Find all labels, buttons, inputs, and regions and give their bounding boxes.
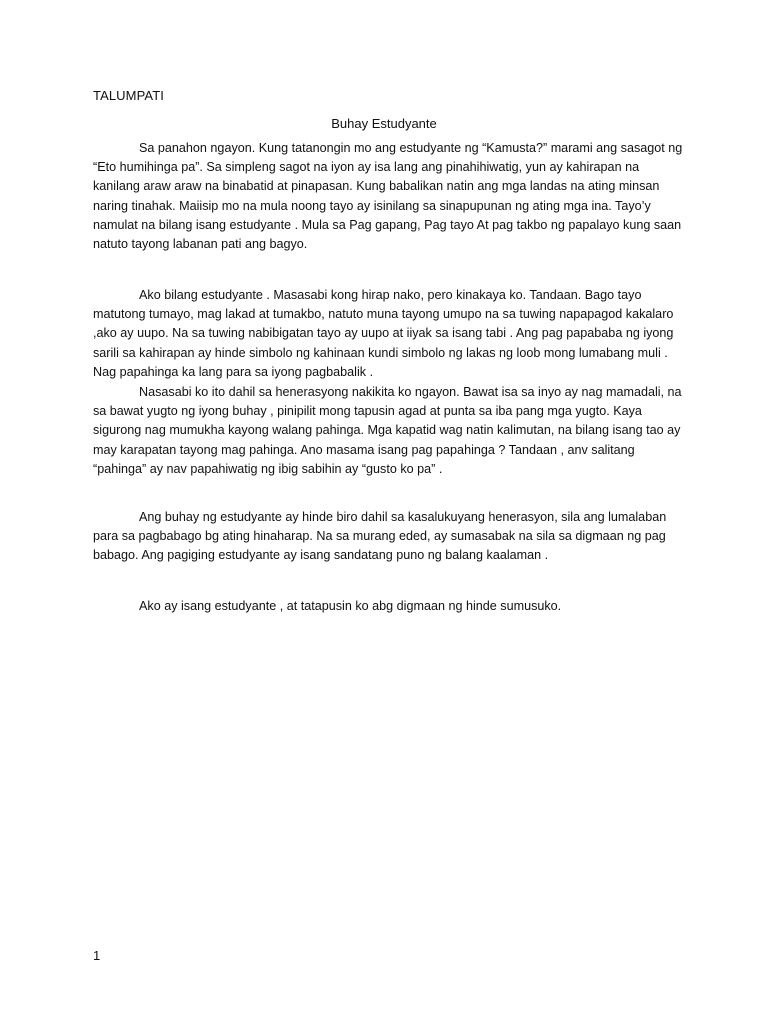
document-heading: TALUMPATI — [93, 88, 164, 103]
paragraph-5: Ako ay isang estudyante , at tatapusin ko abg digmaan ng hinde sumusuko. — [139, 599, 562, 613]
page-number: 1 — [93, 948, 101, 963]
paragraph-4: Ang buhay ng estudyante ay hinde biro dahil sa kasalukuyang henerasyon, sila ang lumalaban para sa pagbabago bg ating hinaharap. Na sa murang eded, ay sumasabak na sila sa digmaan ng pag babago. Ang pagiging estudyante ay isang sandatang puno ng balang kaalaman . — [93, 510, 667, 563]
paragraph-3: Nasasabi ko ito dahil sa henerasyong nakikita ko ngayon. Bawat isa sa inyo ay nag mamadali, na sa bawat yugto ng iyong buhay , pinipilit mong tapusin agad at punta sa iba pang mga yugto. Kaya sigurong nag mumukha kayong walang pahinga. Mga kapatid wag natin kalimutan, na bilang isang tao ay may karapatan tayong mag pahinga. Ano masama isang pag papahinga ? Tandaan , anv salitang “pahinga” ay nav papahiwatig ng ibig sabihin ay “gusto ko pa” . — [93, 385, 682, 476]
document-title: Buhay Estudyante — [331, 116, 437, 131]
paragraph-1: Sa panahon ngayon. Kung tatanongin mo ang estudyante ng “Kamusta?” marami ang sasagot ng “Eto humihinga pa”. Sa simpleng sagot na iyon ay isa lang ang pinahihiwatig, yun ay kahirapan na kanilang araw araw na binabatid at pinapasan. Kung babalikan natin ang mga landas na ating minsan naring tinahak. Maiisip mo na mula noong tayo ay isinilang sa sinapupunan ng ating mga ina. Tayo’y namulat na bilang isang estudyante . Mula sa Pag gapang, Pag tayo At pag takbo ng papalayo kung saan natuto tayong labanan pati ang bagyo. — [93, 141, 683, 252]
paragraph-2: Ako bilang estudyante . Masasabi kong hirap nako, pero kinakaya ko. Tandaan. Bago tayo matutong tumayo, mag lakad at tumakbo, natuto muna tayong umupo na sa tuwing napapagod kakalaro ,ako ay uupo. Na sa tuwing nabibigatan tayo ay uupo at iiyak sa isang tabi . Ang pag papababa ng iyong sarili sa kahirapan ay hinde simbolo ng kahinaan kundi simbolo ng lakas ng loob mong lumabang muli . Nag papahinga ka lang para sa iyong pagbabalik . — [93, 288, 674, 379]
